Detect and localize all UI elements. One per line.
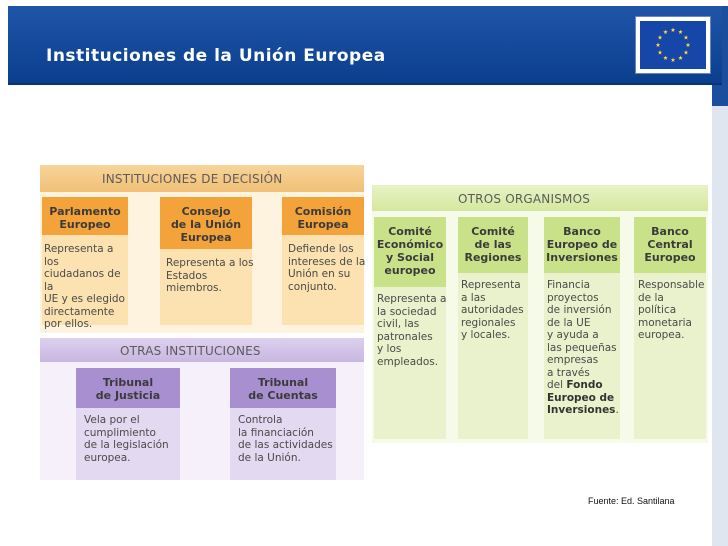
card-tribunal-justicia-name: Tribunal de Justicia — [95, 376, 161, 402]
bei-desc-bold: Fondo Europeo de Inversiones — [547, 379, 616, 416]
other-banner: OTRAS INSTITUCIONES — [120, 344, 261, 358]
card-comite-economico — [374, 217, 446, 439]
header-bar — [8, 6, 722, 85]
card-parlamento-name: Parlamento Europeo — [49, 205, 121, 231]
card-consejo — [160, 197, 252, 325]
card-banco-europeo-inversiones-desc — [547, 279, 623, 417]
card-comite-regiones-desc: Representa a las autoridades regionales y locales. — [461, 279, 524, 341]
card-comision-desc: Defiende los intereses de la Unión en su conjunto. — [288, 243, 366, 293]
decision-banner: INSTITUCIONES DE DECISIÓN — [102, 172, 283, 186]
card-parlamento — [42, 197, 128, 330]
page-title: Instituciones de la Unión Europea — [46, 46, 386, 66]
card-comite-regiones-name: Comité de las Regiones — [464, 225, 522, 264]
bei-desc-text: Financia proyectos de inversión de la UE y ayuda a las pequeñas empresas a través del — [547, 279, 617, 391]
card-tribunal-justicia-desc: Vela por el cumplimiento de la legislación europea. — [84, 414, 169, 464]
card-comision-name: Comisión Europea — [294, 205, 352, 231]
card-comite-regiones — [458, 217, 528, 439]
organisms-panel — [372, 185, 708, 443]
source-note: Fuente: Ed. Santilana — [588, 496, 675, 506]
organisms-banner: OTROS ORGANISMOS — [458, 192, 591, 206]
bei-desc-end: . — [615, 404, 619, 416]
card-consejo-name: Consejo de la Unión Europea — [170, 205, 242, 244]
decision-panel — [40, 165, 364, 333]
card-comision — [282, 197, 364, 325]
card-banco-central-europeo-desc: Responsable de la política monetaria europea. — [638, 279, 705, 341]
other-institutions-panel — [40, 338, 364, 480]
card-banco-central-europeo-name: Banco Central Europeo — [644, 225, 696, 264]
card-parlamento-desc: Representa a los ciudadanos de la UE y es elegido directamente por ellos. — [44, 243, 125, 330]
card-tribunal-cuentas-name: Tribunal de Cuentas — [248, 376, 318, 402]
card-tribunal-justicia — [76, 368, 180, 480]
card-consejo-desc: Representa a los Estados miembros. — [166, 257, 254, 294]
card-banco-europeo-inversiones-name: Banco Europeo de Inversiones — [546, 225, 618, 264]
card-banco-europeo-inversiones — [544, 217, 620, 439]
card-comite-economico-desc: Representa a la sociedad civil, las patronales y los empleados. — [377, 293, 447, 368]
card-tribunal-cuentas — [230, 368, 336, 480]
eu-flag-icon — [640, 21, 706, 69]
card-banco-central-europeo — [634, 217, 706, 439]
eu-flag-frame — [635, 16, 711, 74]
card-comite-economico-name: Comité Económico y Social europeo — [376, 225, 444, 277]
right-decoration-strip — [712, 6, 728, 546]
card-tribunal-cuentas-desc: Controla la financiación de las actividades de la Unión. — [238, 414, 333, 464]
